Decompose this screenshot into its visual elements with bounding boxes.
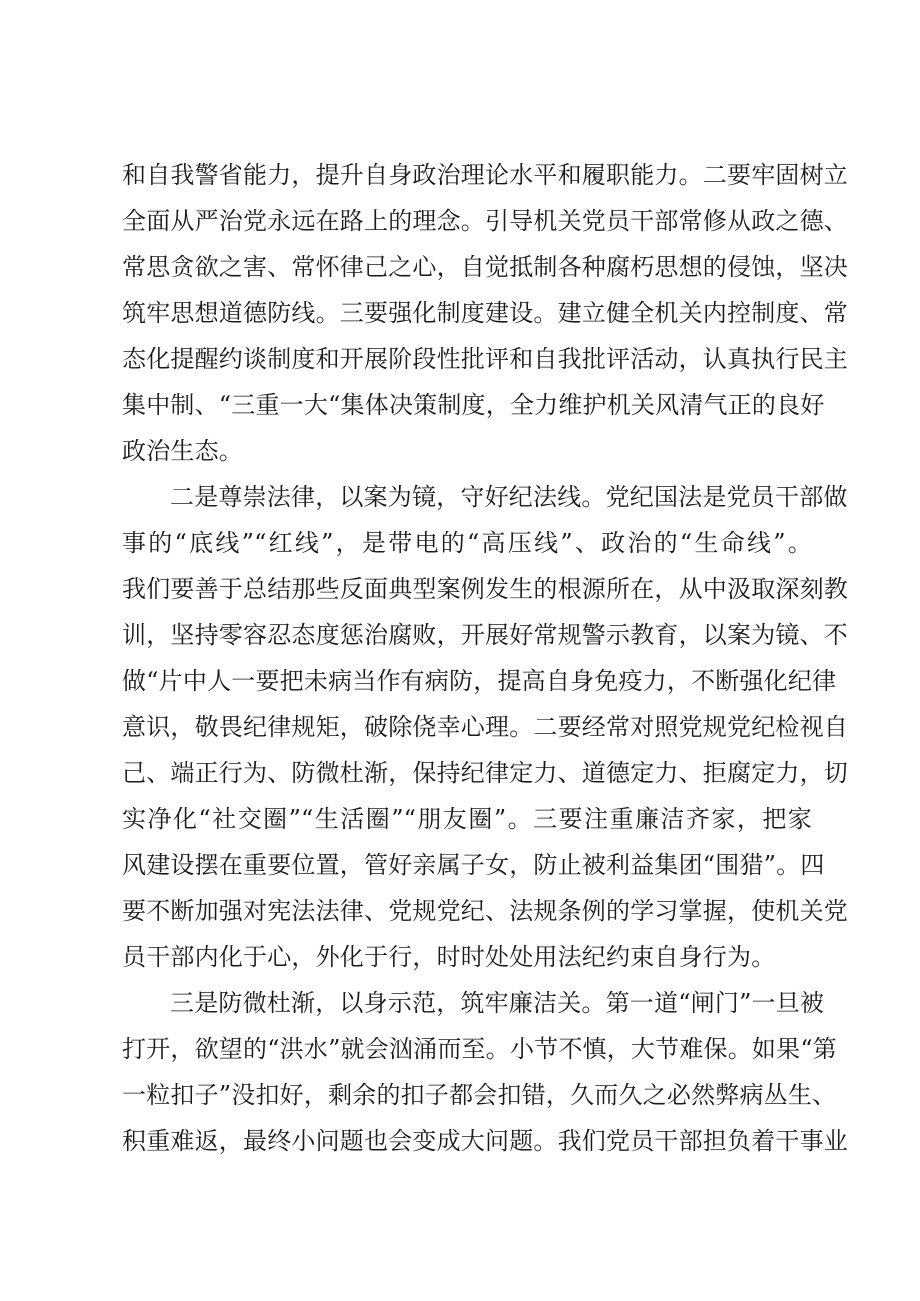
- text-line: 全面从严治党永远在路上的理念。引导机关党员干部常修从政之德、: [122, 207, 848, 235]
- paragraph: [122, 152, 848, 474]
- paragraph: [122, 980, 848, 1164]
- paragraph: [122, 474, 848, 980]
- text-line: 积重难返，最终小问题也会变成大问题。我们党员干部担负着干事业: [122, 1127, 848, 1155]
- text-line: 事的“底线”“红线”，是带电的“高压线”、政治的“生命线”。: [122, 529, 812, 557]
- text-line: 和自我警省能力，提升自身政治理论水平和履职能力。二要牢固树立: [122, 161, 848, 189]
- text-line: 三是防微杜渐，以身示范，筑牢廉洁关。第一道“闸门”一旦被: [170, 989, 825, 1017]
- text-line: 员干部内化于心，外化于行，时时处处用法纪约束自身行为。: [122, 943, 776, 971]
- text-line: 实净化“社交圈”“生活圈”“朋友圈”。三要注重廉洁齐家，把家: [122, 805, 812, 833]
- text-line: 二是尊崇法律，以案为镜，守好纪法线。党纪国法是党员干部做: [170, 483, 848, 511]
- text-line: 政治生态。: [122, 437, 243, 465]
- text-line: 做“片中人一要把未病当作有病防，提高自身免疫力，不断强化纪律: [122, 667, 837, 695]
- text-line: 筑牢思想道德防线。三要强化制度建设。建立健全机关内控制度、常: [122, 299, 848, 327]
- text-line: 己、端正行为、防微杜渐，保持纪律定力、道德定力、拒腐定力，切: [122, 759, 848, 787]
- text-line: 打开，欲望的“洪水”就会汹涌而至。小节不慎，大节难保。如果“第: [122, 1035, 838, 1063]
- text-line: 常思贪欲之害、常怀律己之心，自觉抵制各种腐朽思想的侵蚀，坚决: [122, 253, 848, 281]
- text-line: 风建设摆在重要位置，管好亲属子女，防止被利益集团“围猎”。四: [122, 851, 825, 879]
- text-line: 要不断加强对宪法法律、党规党纪、法规条例的学习掌握，使机关党: [122, 897, 848, 925]
- text-line: 我们要善于总结那些反面典型案例发生的根源所在，从中汲取深刻教: [122, 575, 848, 603]
- text-line: 集中制、“三重一大“集体决策制度，全力维护机关风清气正的良好: [122, 391, 825, 419]
- document-body: [122, 152, 848, 1164]
- text-line: 态化提醒约谈制度和开展阶段性批评和自我批评活动，认真执行民主: [122, 345, 848, 373]
- text-line: 训，坚持零容忍态度惩治腐败，开展好常规警示教育，以案为镜、不: [122, 621, 848, 649]
- text-line: 意识，敬畏纪律规矩，破除侥幸心理。二要经常对照党规党纪检视自: [122, 713, 848, 741]
- text-line: 一粒扣子”没扣好，剩余的扣子都会扣错，久而久之必然弊病丛生、: [122, 1081, 837, 1109]
